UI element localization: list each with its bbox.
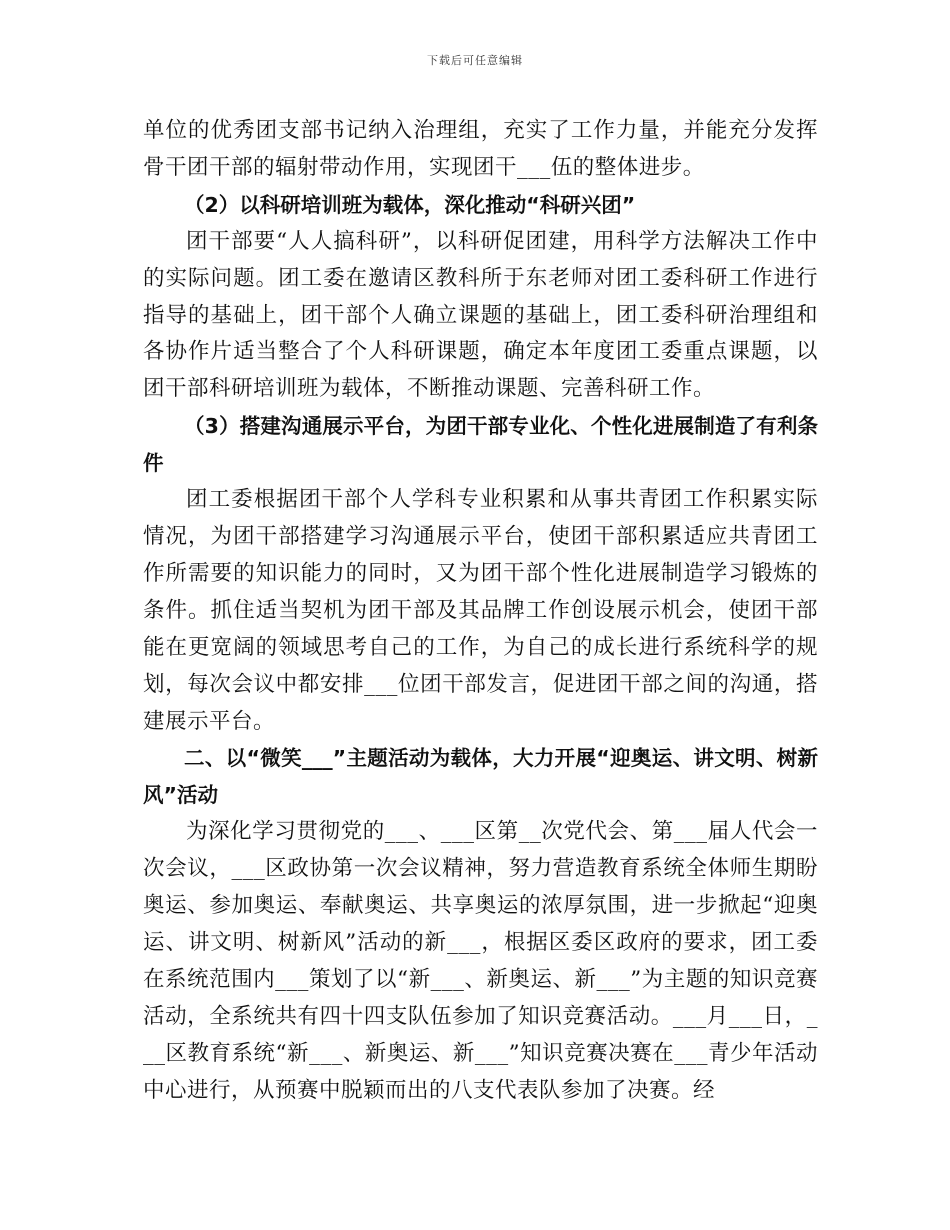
paragraph-7: 为深化学习贯彻党的___、___区第__次党代会、第___届人代会一次会议，___区政协第一次会议精神，努力营造教育系统全体师生期盼奥运、参加奥运、奉献奥运、共享奥运的浓厚氛围，进一步掀起“迎奥运、讲文明、树新风”活动的新___，根据区委区政府的要求，团工委在系统范围内___策划了以“新___、新奥运、新___”为主题的知识竞赛活动，全系统共有四十四支队伍参加了知识竞赛活动。___月___日，___区教育系统“新___、新奥运、新___”知识竞赛决赛在___青少年活动中心进行，从预赛中脱颖而出的八支代表队参加了决赛。经 [143, 819, 818, 1103]
page-header: 下载后可任意编辑 [427, 54, 523, 67]
paragraph-1: 单位的优秀团支部书记纳入治理组，充实了工作力量，并能充分发挥骨干团干部的辐射带动作用，实现团干___伍的整体进步。 [143, 118, 818, 180]
paragraph-3: 团干部要“人人搞科研”，以科研促团建，用科学方法解决工作中的实际问题。团工委在邀请区教科所于东老师对团工委科研工作进行指导的基础上，团干部个人确立课题的基础上，团工委科研治理组和各协作片适当整合了个人科研课题，确定本年度团工委重点课题，以团干部科研培训班为载体，不断推动课题、完善科研工作。 [143, 228, 818, 402]
paragraph-5: 团工委根据团干部个人学科专业积累和从事共青团工作积累实际情况，为团干部搭建学习沟通展示平台，使团干部积累适应共青团工作所需要的知识能力的同时，又为团干部个性化进展制造学习锻炼的条件。抓住适当契机为团干部及其品牌工作创设展示机会，使团干部能在更宽阔的领域思考自己的工作，为自己的成长进行系统科学的规划，每次会议中都安排___位团干部发言，促进团干部之间的沟通，搭建展示平台。 [143, 487, 818, 734]
heading-2: （2）以科研培训班为载体，深化推动“科研兴团” [184, 192, 636, 217]
document-body [143, 113, 818, 1109]
heading-6: 二、以“微笑___”主题活动为载体，大力开展“迎奥运、讲文明、树新风”活动 [143, 746, 818, 808]
heading-4: （3）搭建沟通展示平台，为团干部专业化、个性化进展制造了有利条件 [143, 414, 818, 476]
